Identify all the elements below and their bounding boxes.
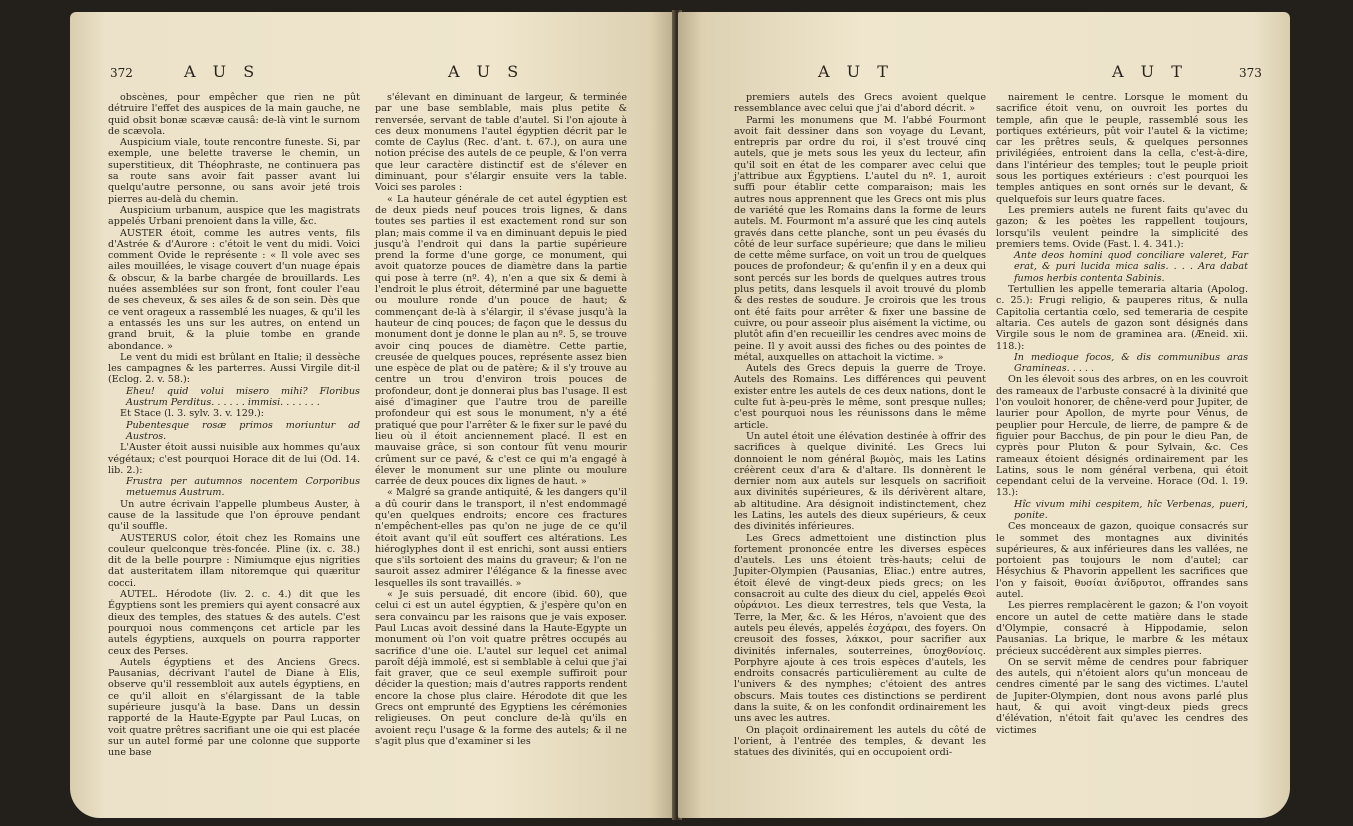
paragraph: Ante deos homini quod conciliare valeret, Far erat, & puri lucida mica salis. . . . Ara dabat fumos herbis contenta Sabinis. <box>1014 250 1248 284</box>
paragraph: Ces monceaux de gazon, quoique consacrés sur le sommet des montagnes aux divinités supérieures, & aux inférieures dans les vallées, ne portoient pas toujours le nom d'autel; car Hésychius & Phavorin appellent les sacrifices que l'on y faisoit, θυσίαι ἀνίδρυτοι, offrandes sans autel. <box>996 521 1248 601</box>
left-page-column-1 <box>108 92 360 759</box>
paragraph: « Malgré sa grande antiquité, & les dangers qu'il a dû courir dans le transport, il n'est endommagé qu'en quelques endroits; encore ces fractures n'empêchent-elles pas qu'on ne juge de ce qu'il étoit avant qu'il eût souffert ces altérations. Les hiéroglyphes dont il est enrichi, sont aussi entiers que s'ils sortoient des mains du graveur; & l'on ne sauroit assez admirer l'élégance & la finesse avec lesquelles ils sont travaillés. » <box>375 487 627 589</box>
right-page-number: 373 <box>1238 66 1262 80</box>
left-running-head-1: A U S <box>184 62 261 81</box>
paragraph: Autels des Grecs depuis la guerre de Troye. Autels des Romains. Les différences qui peuvent exister entre les autels de ces deux nations, dont le culte fut à-peu-près le même, sont presque nulles; c'est pourquoi nous les réunissons dans le même article. <box>734 363 986 431</box>
paragraph: Un autre écrivain l'appelle plumbeus Auster, à cause de la lassitude que l'on éprouve pendant qu'il souffle. <box>108 498 360 533</box>
paragraph: Eheu! quid volui misero mihi? Floribus Austrum Perditus. . . . . . immisi. . . . . . . <box>126 385 360 409</box>
right-running-head-2: A U T <box>1112 62 1188 81</box>
right-page <box>678 12 1290 818</box>
right-page-column-1 <box>734 92 986 759</box>
paragraph: Frustra per autumnos nocentem Corporibus metuemus Austrum. <box>126 476 360 499</box>
paragraph: Les premiers autels ne furent faits qu'avec du gazon; & les poètes les rappellent toujours, lorsqu'ils veulent peindre la simplicité des premiers tems. Ovide (Fast. l. 4. 341.): <box>996 204 1248 250</box>
paragraph: « La hauteur générale de cet autel égyptien est de deux pieds neuf pouces trois lignes, & dans toutes ses parties il est exactement rond sur son plan; mais comme il va en diminuant depuis le pied jusqu'à l'endroit qui dans la partie supérieure prend la forme d'une gorge, ce monument, qui avoit quatorze pouces de diamètre dans la partie qui pose à terre (nº. 4), n'en a que six & demi à l'endroit le plus étroit, déterminé par une baguette ou moulure ronde d'un pouce de haut; & commençant de-là à s'élargir, il s'évase jusqu'à la hauteur de cinq pouces; de façon que le dessus du monument dont je donne le plan au nº. 5, se trouve avoir cinq pouces de diamètre. Cette partie, creusée de quelques pouces, représente assez bien une espèce de plat ou de patère; & il s'y trouve au centre un trou d'environ trois pouces de profondeur, dont je donnerai plus bas l'usage. Il est aisé d'imaginer que l'autre trou de pareille profondeur qui est sous le monument, n'y a été pratiqué que pour l'arrêter & le fixer sur le pavé du lieu où il étoit anciennement placé. Il est en mauvaise grâce, si son contour fût venu mourir crûment sur ce pavé, & c'est ce qui m'a engagé à élever le monument sur une plinte ou moulure carrée de deux pouces dix lignes de haut. » <box>375 193 628 488</box>
paragraph: Un autel étoit une élévation destinée à offrir des sacrifices à quelque divinité. Les Grecs lui donnoient le nom général βωμὸς, mais les Latins créèrent ceux d'ara & d'altare. Ils donnèrent le dernier nom aux autels sur lesquels on sacrifioit aux divinités supérieures, & ils dérivèrent altare, ab altitudine. Ara désignoit indistinctement, chez les Latins, les autels des dieux supérieurs, & ceux des divinités inférieures. <box>734 430 986 533</box>
right-page-column-2 <box>996 92 1248 736</box>
paragraph: Les pierres remplacèrent le gazon; & l'on voyoit encore un autel de cette matière dans le stade d'Olympie, consacré à Hippodamie, selon Pausanias. La brique, le marbre & les métaux précieux succédèrent aux simples pierres. <box>996 600 1248 657</box>
left-running-head-2: A U S <box>448 62 525 81</box>
paragraph: Et Stace (l. 3. sylv. 3. v. 129.): <box>120 408 264 420</box>
paragraph: Tertullien les appelle temeraria altaria (Apolog. c. 25.): Frugi religio, & pauperes ritus, & nulla Capitolia certantia cœlo, sed temeraria de cespite altaria. Ces autels de gazon sont désignés dans Virgile sous le nom de graminea ara. (Æneid. xii. 118.): <box>996 284 1248 352</box>
paragraph: AUSTER étoit, comme les autres vents, fils d'Astrée & d'Aurore : c'étoit le vent du midi. Voici comment Ovide le représente : « Il vole avec ses ailes mouillées, le visage couvert d'un nuage épais & obscur, & la barbe chargée de brouillards. Les nuées assemblées sur son front, font couler l'eau de ses cheveux, & ses ailes & de son sein. Dès que ce vent orageux a rassemblé les nuages, & qu'il les a entassés les uns sur les autres, on entend un grand bruit, & la pluie tombe en grande abondance. » <box>108 227 360 352</box>
paragraph: Hîc vivum mihi cespitem, hîc Verbenas, pueri, ponite. <box>1014 498 1248 521</box>
paragraph: On les élevoit sous des arbres, on en les couvroit des rameaux de l'arbuste consacré à la divinité que l'on vouloit honorer, de chêne-verd pour Jupiter, de laurier pour Apollon, de myrte pour Vénus, de peuplier pour Hercule, de lierre, de pampre & de figuier pour Bacchus, de pin pour le dieu Pan, de cyprès pour Pluton & pour Sylvain, &c. Ces rameaux étoient désignés ordinairement par les Latins, sous le nom général verbena, qui étoit cependant celui de la verveine. Horace (Od. l. 19. 13.): <box>996 374 1248 499</box>
right-page-header-right <box>1112 62 1262 86</box>
left-page-header-left <box>110 62 260 86</box>
paragraph: In medioque focos, & dis communibus aras Gramineas. . . . . <box>1014 351 1248 375</box>
left-page-number: 372 <box>110 66 133 80</box>
paragraph: Pubentesque rosæ primos moriuntur ad Austros. <box>126 419 360 442</box>
paragraph: obscènes, pour empêcher que rien ne pût détruire l'effet des auspices de la main gauche, ne quid obsit bonæ scævæ causâ: de-là vint le surnom de scævola. <box>108 92 360 137</box>
paragraph: On se servit même de cendres pour fabriquer des autels, qui n'étoient alors qu'un monceau de cendres cimenté par le sang des victimes. L'autel de Jupiter-Olympien, dont nous avons parlé plus haut, & qui avoit vingt-deux pieds grecs d'élévation, n'étoit fait qu'avec les cendres des victimes <box>996 656 1248 736</box>
paragraph: nairement le centre. Lorsque le moment du sacrifice étoit venu, on ouvroit les portes du temple, afin que le peuple, rassemblé sous les portiques extérieurs, pût voir l'autel & la victime; car les prêtres seuls, & quelques personnes privilégiées, entroient dans la cella, c'est-à-dire, dans l'intérieur des temples; tout le peuple prioit sous les portiques extérieurs : c'est pourquoi les temples antiques en sont ornés sur le devant, & quelquefois sur leurs quatre faces. <box>996 92 1248 205</box>
paragraph: On plaçoit ordinairement les autels du côté de l'orient, à l'entrée des temples, & devant les statues des divinités, qui en occupoient ordi- <box>734 724 986 759</box>
paragraph: Auspicium urbanum, auspice que les magistrats appelés Urbani prenoient dans la ville, &c. <box>108 204 360 228</box>
left-page <box>70 12 675 818</box>
paragraph: Parmi les monumens que M. l'abbé Fourmont avoit fait dessiner dans son voyage du Levant, entrepris par ordre du roi, il s'est trouvé cinq autels, que je mets sous les yeux du lecteur, afin qu'il soit en état de les comparer avec celui que j'attribue aux Égyptiens. L'autel du nº. 1, auroit suffi pour établir cette comparaison; mais les autres nous apprennent que les Grecs ont mis plus de variété que les Romains dans la forme de leurs autels. M. Fourmont m'a assuré que les cinq autels gravés dans cette planche, sont un peu évasés du côté de leur surface supérieure; que dans le milieu de cette même surface, on voit un trou de quelques pouces de profondeur; & qu'enfin il y en a deux qui sont percés sur les bords de quelques autres trous plus petits, dans lesquels il avoit trouvé du plomb & des restes de soudure. Je croirois que les trous ont été faits pour arrêter & fixer une bassine de cuivre, ou pour asseoir plus aisément la victime, ou plutôt afin d'en recueillir les cendres avec moins de peine. Il y avoit aussi des fiches ou des pointes de métal, auxquelles on attachoit la victime. » <box>734 114 986 363</box>
paragraph: premiers autels des Grecs avoient quelque ressemblance avec celui que j'ai d'abord décrit. » <box>734 92 986 115</box>
paragraph: AUTEL. Hérodote (liv. 2. c. 4.) dit que les Égyptiens sont les premiers qui ayent consacré aux dieux des temples, des statues & des autels. C'est pourquoi nous commençons cet article par les autels égyptiens, auxquels on pourra rapporter ceux des Perses. <box>108 589 360 657</box>
paragraph: Les Grecs admettoient une distinction plus fortement prononcée entre les diverses espèces d'autels. Les uns étoient très-hauts; celui de Jupiter-Olympien (Pausanias, Eliac.) entre autres, étoit élevé de vingt-deux pieds grecs; on les consacroit au culte des dieux du ciel, appelés Θεοὶ οὐράνιοι. Les dieux terrestres, tels que Vesta, la Terre, la Mer, &c. & les Héros, n'avoient que des autels peu élevés, appelés ἐσχάραι, des foyers. On creusoit des fosses, λάκκοι, pour sacrifier aux divinités infernales, souterreines, ὑποχθονίοις. Porphyre ajoute à ces trois espèces d'autels, les endroits consacrés particulièrement au culte de l'univers & des nymphes; c'étoient des antres obscurs. Mais toutes ces distinctions se perdirent dans la suite, & on les confondit ordinairement les uns avec les autres. <box>734 532 986 725</box>
paragraph: L'Auster étoit aussi nuisible aux hommes qu'aux végétaux; c'est pourquoi Horace dit de lui (Od. 14. lib. 2.): <box>108 442 360 476</box>
paragraph: Autels égyptiens et des Anciens Grecs. Pausanias, décrivant l'autel de Diane à Elis, observe qu'il ressembloit aux autels égyptiens, en ce qu'il alloit en s'élargissant de la table supérieure jusqu'à la base. Dans un dessin rapporté de la Haute-Egypte par Paul Lucas, on voit quatre prêtres sacrifiant une oie qui est placée sur un autel formé par une colonne que supporte une base <box>108 656 360 759</box>
right-running-head-1: A U T <box>818 62 894 81</box>
paragraph: s'élevant en diminuant de largeur, & terminée par une base semblable, mais plus petite & renversée, servant de table d'autel. Si l'on ajoute à ces deux monumens l'autel égyptien décrit par le comte de Caylus (Rec. d'ant. t. 67.), on aura une notion précise des autels de ce peuple, & l'on verra que leur caractère distinctif est de s'élever en diminuant, pour s'élargir ensuite vers la table. Voici ses paroles : <box>375 92 627 194</box>
paragraph: Auspicium viale, toute rencontre funeste. Si, par exemple, une belette traverse le chemin, un superstitieux, dit Théophraste, ne continuera pas sa route sans avoir fait passer avant lui quelqu'autre personne, ou sans avoir jeté trois pierres au-delà du chemin. <box>108 137 360 205</box>
paragraph: Le vent du midi est brûlant en Italie; il dessèche les campagnes & les parterres. Aussi Virgile dit-il (Eclog. 2. v. 58.): <box>108 351 360 386</box>
left-page-column-2 <box>375 92 627 747</box>
paragraph: « Je suis persuadé, dit encore (ibid. 60), que celui ci est un autel égyptien, & j'espère qu'on en sera convaincu par les raisons que je vais exposer. Paul Lucas avoit dessiné dans la Haute-Egypte un monument où l'on voit quatre prêtres occupés au sacrifice d'une oie. L'autel sur lequel cet animal paroît déjà immolé, est si semblable à celui que j'ai fait graver, que ce seul exemple suffiroit pour décider la question; mais d'autres rapports rendent encore la chose plus claire. Hérodote dit que les Grecs ont emprunté des Egyptiens les cérémonies religieuses. On peut conclure de-là qu'ils en avoient reçu l'usage & la forme des autels; & il ne s'agit plus que d'examiner si les <box>375 589 627 747</box>
paragraph: AUSTERUS color, étoit chez les Romains une couleur quelconque très-foncée. Pline (ix. c. 38.) dit de la belle pourpre : Nimiumque ejus nigrities dat austeritatem illam nitoremque qui quæritur cocci. <box>108 532 360 589</box>
